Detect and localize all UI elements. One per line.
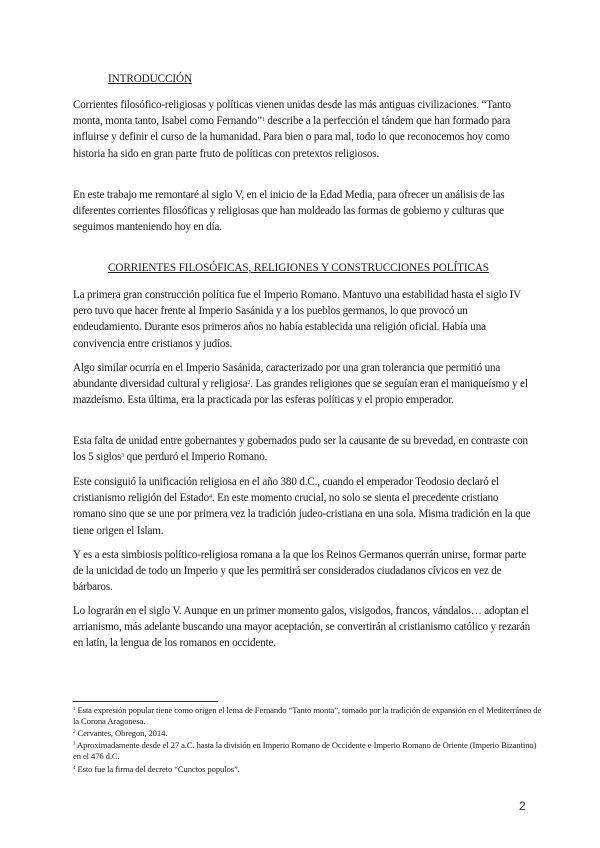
paragraph-fifth-century: Lo lograrán en el siglo V. Aunque en un primer momento galos, visigodos, francos, vándalos… adoptan el arrianismo, más adelante buscando una mayor aceptación, se convertirán al cristianismo católico y rezarán en latín, la lengua de los romanos en occidente. bbox=[73, 605, 531, 650]
paragraph-text: Corrientes filosófico-religiosas y políticas vienen unidas desde las más antiguas civilizaciones. “Tanto monta, monta tanto, Isabel como Fernando” bbox=[73, 99, 511, 128]
paragraph-intro-1 bbox=[73, 97, 531, 162]
footnote-number: 2 bbox=[73, 730, 76, 735]
footnote-text: Esto fue la firma del decreto “Cunctos populos”. bbox=[75, 764, 240, 774]
footnote-number: 4 bbox=[73, 766, 76, 771]
paragraph-roman-empire: La primera gran construcción política fue el Imperio Romano. Mantuvo una estabilidad hasta el siglo IV pero tuvo que hacer frente al Imperio Sasánida y a los pueblos germanos, lo que provocó un endeudamiento. Durante esos primeros años no había establecida una religión oficial. Había una convivencia entre cristianos y judíos. bbox=[73, 289, 521, 350]
footnote-4 bbox=[73, 764, 543, 775]
footnote-text: Cervantes, Obregon, 2014. bbox=[75, 728, 168, 738]
paragraph-germanic-kingdoms: Y es a esta simbiosis político-religiosa romana a la que los Reinos Germanos querrán unirse, formar parte de la unicidad de todo un Imperio y que les permitirá ser considerados ciudadanos cívicos en vez de bárbaros. bbox=[73, 549, 527, 594]
paragraph-text: describe a la perfección el tándem que han formado para influirse y definir el curso de la humanidad. Para bien o para mal, todo lo que reconocemos hoy como historia ha sido en gran parte fruto de políticas con pretextos religiosos. bbox=[73, 115, 511, 160]
footnote-text: Esta expresión popular tiene como origen el lema de Fernando “Tanto monta”, tomado por la tradición de expansión en el Mediterráneo de la Corona Aragonesa. bbox=[73, 705, 542, 727]
paragraph-intro-2: En este trabajo me remontaré al siglo V, en el inicio de la Edad Media, para ofrecer un análisis de las diferentes corrientes filosóficas y religiosas que han moldeado las formas de gobierno y culturas que seguimos manteniendo hoy en día. bbox=[73, 189, 505, 234]
footnote-separator bbox=[73, 701, 218, 702]
paragraph-text: Este consiguió la unificación religiosa en el año 380 d.C., cuando el emperador Teodosio declaró el cristianismo religión del Estado bbox=[73, 476, 499, 505]
paragraph-text: . En este momento crucial, no solo se sienta el precedente cristiano romano sino que se une por primera vez la tradición judeo-cristiana en una sola. Misma tradición en la que tiene origen el Islam. bbox=[73, 492, 531, 537]
footnote-ref-2[interactable]: 2 bbox=[247, 380, 251, 387]
paragraph-unity bbox=[73, 433, 531, 465]
paragraph-sasanian-empire bbox=[73, 360, 531, 409]
footnote-ref-1[interactable]: 1 bbox=[261, 117, 265, 124]
footnote-1 bbox=[73, 705, 543, 727]
footnote-ref-4[interactable]: 4 bbox=[209, 494, 212, 501]
paragraph-text: Esta falta de unidad entre gobernantes y gobernados pudo ser la causante de su brevedad, en contraste con los 5 siglos bbox=[73, 435, 528, 464]
page-number: 2 bbox=[519, 799, 526, 813]
intro-heading: INTRODUCCIÓN bbox=[108, 73, 192, 85]
footnote-number: 1 bbox=[73, 707, 76, 712]
footnote-text: Aproximadamente desde el 27 a.C. hasta la división en Imperio Romano de Occidente e Imperio Romano de Oriente (Imperio Bizantino) en el 476 d.C. bbox=[73, 740, 537, 762]
paragraph-text: . Las grandes religiones que se seguían eran el maniqueísmo y el mazdeísmo. Esta última, era la practicada por las esferas políticas y el propio emperador. bbox=[73, 378, 528, 407]
footnote-ref-3[interactable]: 3 bbox=[121, 453, 124, 460]
footnote-2 bbox=[73, 728, 543, 739]
footnote-3 bbox=[73, 740, 543, 762]
paragraph-text: Algo similar ocurría en el Imperio Sasánida, caracterizado por una gran tolerancia que permitió una abundante diversidad cultural y religiosa bbox=[73, 362, 501, 391]
paragraph-text: que perduró el Imperio Romano. bbox=[124, 451, 268, 464]
paragraph-religious-unification bbox=[73, 474, 531, 539]
section-heading: CORRIENTES FILOSÓFICAS, RELIGIONES Y CONSTRUCCIONES POLÍTICAS bbox=[108, 262, 489, 274]
footnote-number: 3 bbox=[73, 742, 76, 747]
